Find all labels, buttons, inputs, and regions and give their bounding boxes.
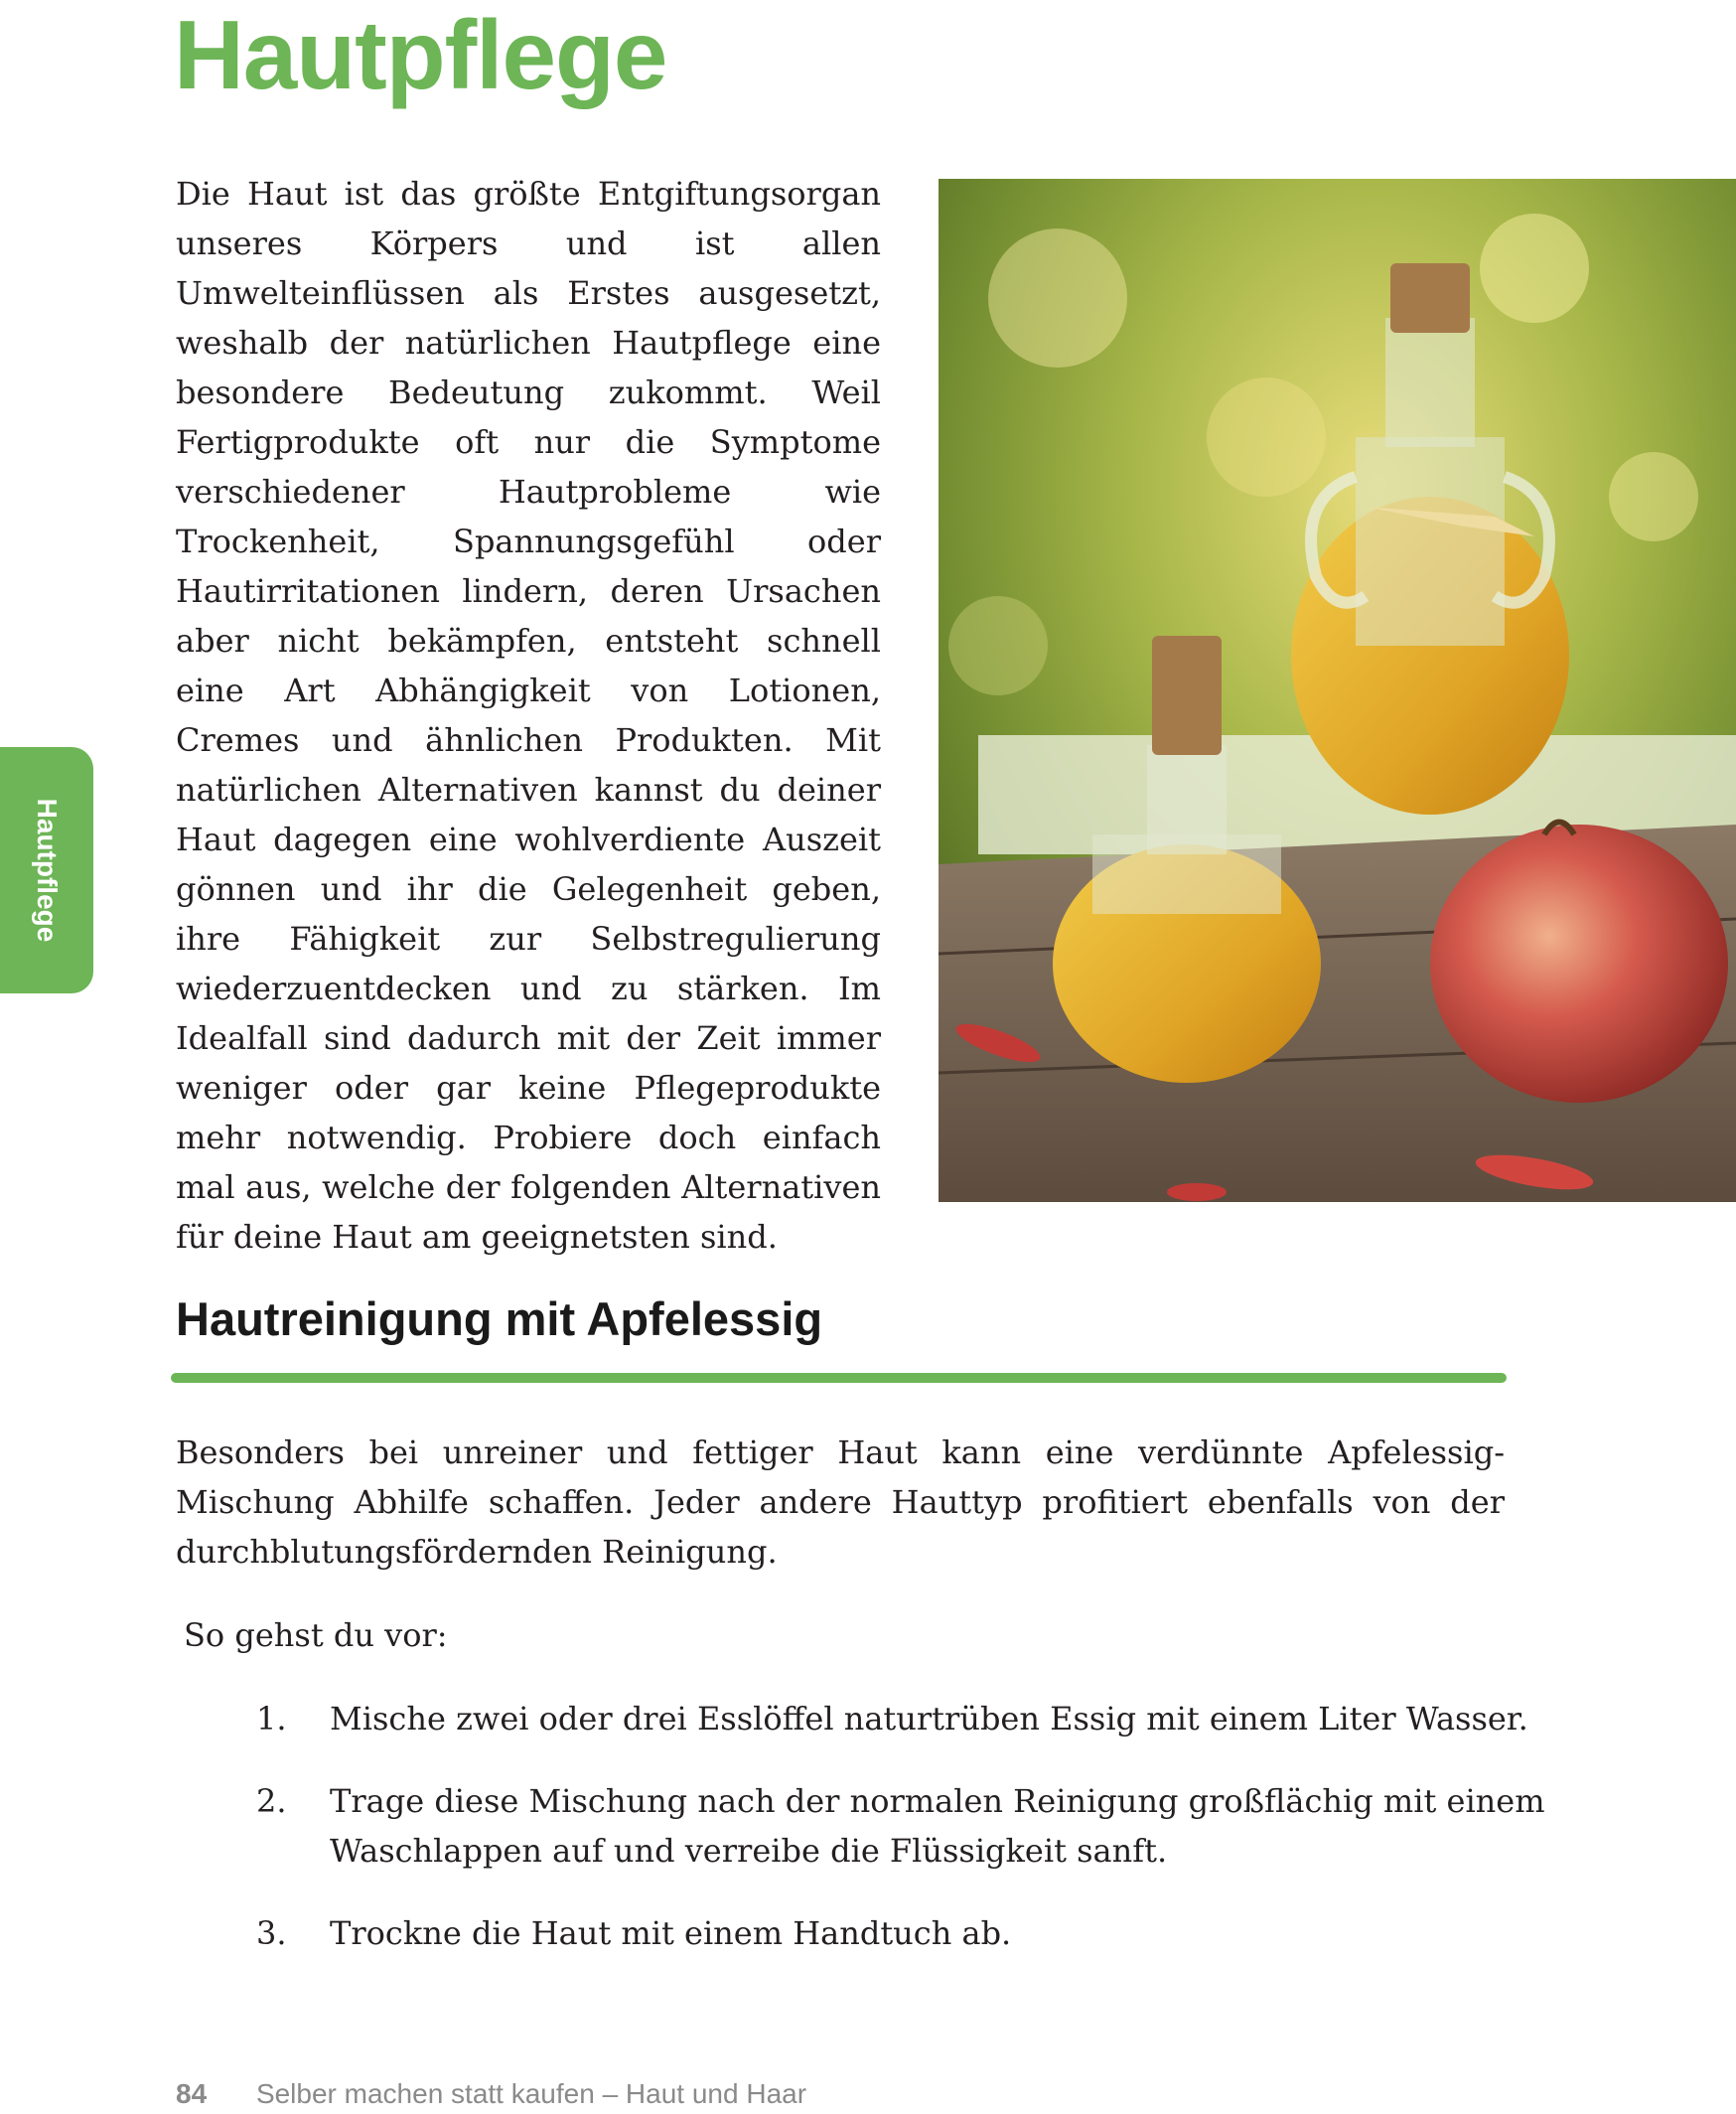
step-number: 1. bbox=[256, 1700, 287, 1737]
list-item bbox=[256, 1694, 1547, 1743]
step-text: Mische zwei oder drei Esslöffel naturtrüben Essig mit einem Liter Wasser. bbox=[330, 1700, 1528, 1737]
step-text: Trockne die Haut mit einem Handtuch ab. bbox=[330, 1914, 1012, 1952]
step-number: 2. bbox=[256, 1782, 287, 1820]
steps-intro: So gehst du vor: bbox=[184, 1616, 448, 1654]
section-divider bbox=[171, 1373, 1507, 1383]
book-title: Selber machen statt kaufen – Haut und Haar bbox=[255, 2078, 807, 2109]
intro-paragraph: Die Haut ist das größte Entgiftungsorgan unseres Körpers und ist allen Umwelteinflüssen als Erstes ausgesetzt, weshalb der natürlichen Hautpflege eine besondere Bedeutung zukommt. Weil Fertigprodukte oft nur die Symptome verschiedener Hautprobleme wie Trockenheit, Spannungsgefühl oder Hautirritationen lindern, deren Ursachen aber nicht bekämpfen, entsteht schnell eine Art Abhängigkeit von Lotionen, Cremes und ähnlichen Produkten. Mit natürlichen Alternativen kannst du deiner Haut dagegen eine wohlverdiente Auszeit gönnen und ihr die Gelegenheit geben, ihre Fähigkeit zur Selbstregulierung wiederzuentdecken und zu stärken. Im Idealfall sind dadurch mit der Zeit immer weniger oder gar keine Pflegeprodukte mehr notwendig. Probiere doch einfach mal aus, welche der folgenden Alternativen für deine Haut am geeignetsten sind. bbox=[176, 175, 881, 1256]
list-item bbox=[256, 1776, 1547, 1876]
chapter-side-tab bbox=[0, 747, 93, 993]
page-footer bbox=[176, 2078, 806, 2110]
steps-list bbox=[256, 1694, 1547, 1958]
apple-vinegar-photo bbox=[939, 179, 1736, 1202]
page-title: Hautpflege bbox=[174, 0, 667, 109]
section-heading: Hautreinigung mit Apfelessig bbox=[176, 1292, 823, 1345]
step-number: 3. bbox=[256, 1914, 287, 1952]
step-text: Trage diese Mischung nach der normalen Reinigung großflächig mit einem Waschlappen auf und verreibe die Flüssigkeit sanft. bbox=[330, 1782, 1545, 1870]
section-paragraph: Besonders bei unreiner und fettiger Haut kann eine verdünnte Apfelessig-Mischung Abhilfe schaffen. Jeder andere Hauttyp profitiert ebenfalls von der durchblutungsfördernden Reinigung. bbox=[176, 1434, 1505, 1571]
page-number: 84 bbox=[176, 2078, 208, 2109]
chapter-side-tab-label: Hautpflege bbox=[32, 798, 63, 943]
list-item bbox=[256, 1908, 1547, 1958]
